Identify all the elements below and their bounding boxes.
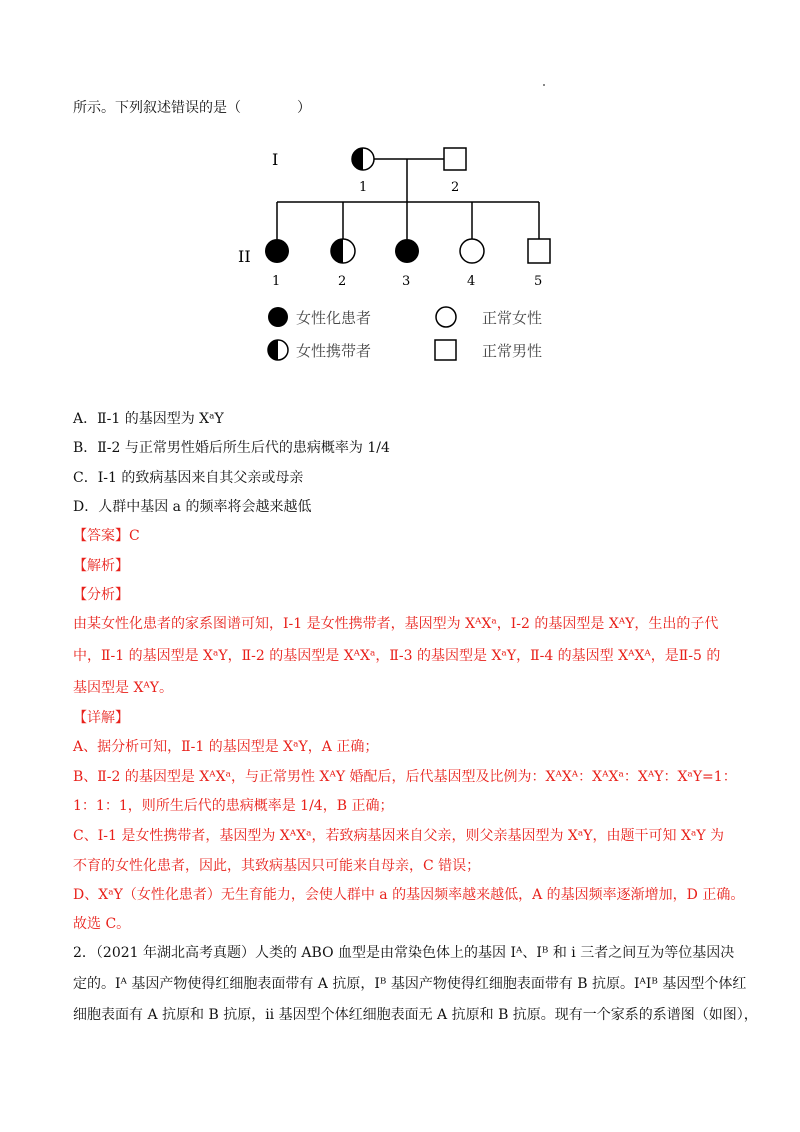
option-b: B．Ⅱ-2 与正常男性婚后所生后代的患病概率为 1/4 [73,440,390,456]
detail-line-5: 不育的女性化患者，因此，其致病基因只可能来自母亲，C 错误； [73,858,481,874]
option-a: A．Ⅱ-1 的基因型为 XᵃY [73,411,224,427]
detail-line-7: 故选 C。 [73,916,131,932]
individual-II-5-normal-male [528,239,550,263]
individual-II-3-affected-female [395,239,419,263]
pedigree-diagram [232,135,572,370]
individual-II-1-affected-female [265,239,289,263]
detail-line-2: B、Ⅱ-2 的基因型是 XᴬXᵃ，与正常男性 XᴬY 婚配后，后代基因型及比例为：XᴬXᴬ：XᴬXᵃ：XᴬY：XᵃY=1： [73,769,737,785]
generation-II-label: II [238,247,251,266]
detail-line-6: D、XᵃY（女性化患者）无生育能力，会使人群中 a 的基因频率越来越低，A 的基因频率逐渐增加，D 正确。 [73,887,745,903]
individual-II-2-carrier-female [331,239,355,263]
legend-normal-female-symbol [436,307,456,327]
individual-I-2-normal-male [444,148,466,170]
individual-I-1-carrier-female [352,148,374,170]
question2-line-2: 定的。Iᴬ 基因产物使得红细胞表面带有 A 抗原，Iᴮ 基因产物使得红细胞表面带有 B 抗原。IᴬIᴮ 基因型个体红 [73,976,747,992]
legend-normal-female-label: 正常女性 [482,309,543,327]
question-intro: 所示。下列叙述错误的是（ ） [73,100,311,116]
legend-normal-male-symbol [435,340,456,360]
label-II-3: 3 [402,274,411,289]
detail-line-3: 1：1：1，则所生后代的患病概率是 1/4，B 正确； [73,798,394,814]
label-II-1: 1 [272,274,281,289]
fenxi-line-1: 由某女性化患者的家系图谱可知，Ⅰ-1 是女性携带者，基因型为 XᴬXᵃ，Ⅰ-2 的基因型是 XᴬY，生出的子代 [73,616,719,632]
fenxi-line-2: 中，Ⅱ-1 的基因型是 XᵃY，Ⅱ-2 的基因型是 XᴬXᵃ，Ⅱ-3 的基因型是 XᵃY，Ⅱ-4 的基因型 XᴬXᴬ，是Ⅱ-5 的 [73,648,721,664]
option-c: C．I-1 的致病基因来自其父亲或母亲 [73,470,304,486]
detail-line-1: A、据分析可知，Ⅱ-1 的基因型是 XᵃY，A 正确； [73,739,379,755]
question2-line-1: 2．（2021 年湖北高考真题）人类的 ABO 血型是由常染色体上的基因 Iᴬ、Iᴮ 和 i 三者之间互为等位基因决 [73,945,735,961]
detail-heading: 【详解】 [73,710,129,726]
individual-II-4-normal-female [460,239,484,263]
label-II-2: 2 [338,274,347,289]
legend-normal-male-label: 正常男性 [482,342,543,360]
fenxi-heading: 【分析】 [73,587,129,603]
label-II-4: 4 [467,274,476,289]
fenxi-line-3: 基因型是 XᴬY。 [73,680,174,696]
option-d: D．人群中基因 a 的频率将会越来越低 [73,499,312,515]
detail-line-4: C、Ⅰ-1 是女性携带者，基因型为 XᴬXᵃ，若致病基因来自父亲，则父亲基因型为 XᵃY，由题干可知 XᵃY 为 [73,828,725,844]
question2-line-3: 细胞表面有 A 抗原和 B 抗原，ii 基因型个体红细胞表面无 A 抗原和 B 抗原。现有一个家系的系谱图（如图）， [73,1007,758,1023]
legend-affected-female-label: 女性化患者 [296,309,372,327]
analysis-heading: 【解析】 [73,558,129,574]
legend-carrier-female-symbol [268,340,288,360]
label-I-2: 2 [451,180,460,195]
speck [543,84,545,86]
legend-carrier-female-label: 女性携带者 [296,342,372,360]
label-II-5: 5 [534,274,543,289]
label-I-1: 1 [359,180,368,195]
generation-I-label: I [272,150,279,169]
answer: 【答案】C [73,528,140,544]
legend-affected-female-symbol [268,307,288,327]
